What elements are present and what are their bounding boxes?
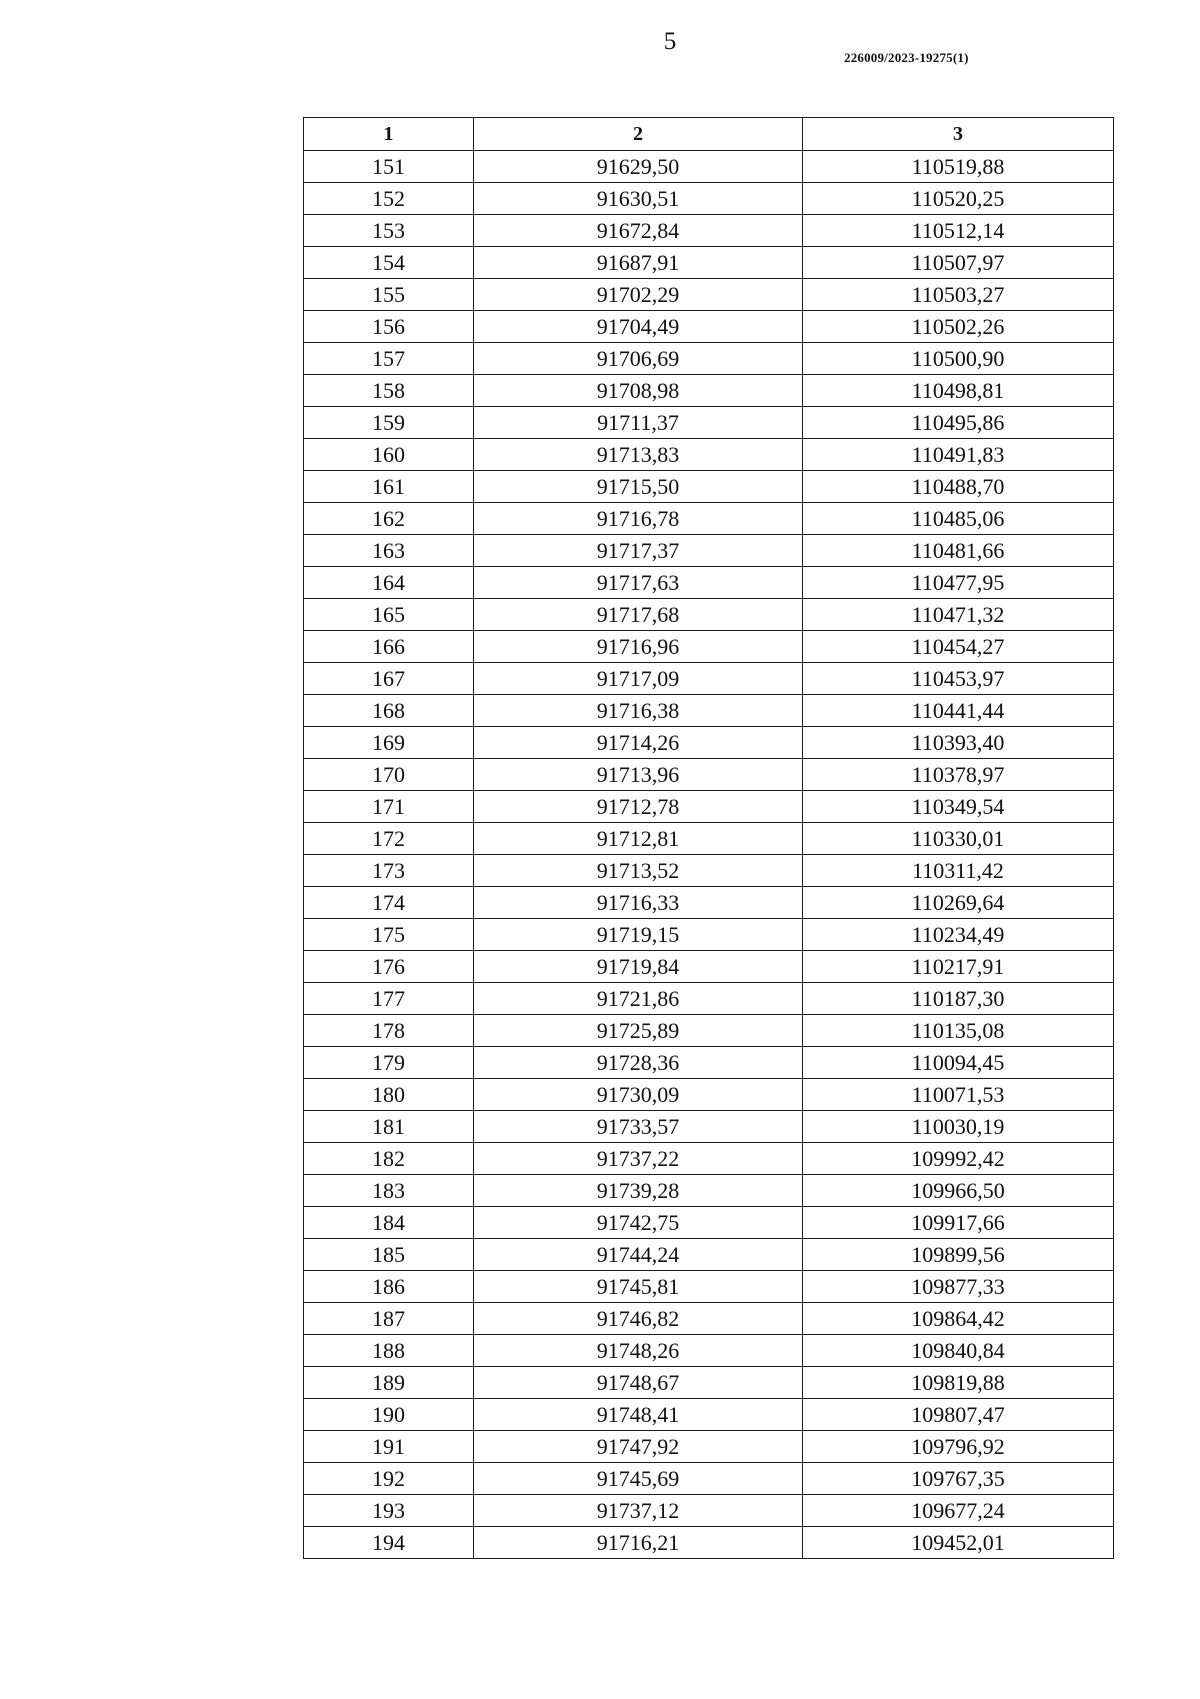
coordinate-x-cell: 91728,36 — [474, 1047, 803, 1079]
table-row — [304, 599, 1114, 631]
table-row — [304, 1367, 1114, 1399]
coordinate-y-cell: 110502,26 — [803, 311, 1114, 343]
coordinate-x-cell: 91748,67 — [474, 1367, 803, 1399]
coordinate-x-cell: 91712,81 — [474, 823, 803, 855]
coordinate-x-cell: 91717,63 — [474, 567, 803, 599]
coordinate-y-cell: 110512,14 — [803, 215, 1114, 247]
table-row — [304, 567, 1114, 599]
coordinate-y-cell: 110453,97 — [803, 663, 1114, 695]
point-number-cell: 178 — [304, 1015, 474, 1047]
coordinate-x-cell: 91708,98 — [474, 375, 803, 407]
coordinate-x-cell: 91702,29 — [474, 279, 803, 311]
coordinate-x-cell: 91739,28 — [474, 1175, 803, 1207]
coordinate-x-cell: 91748,26 — [474, 1335, 803, 1367]
point-number-cell: 165 — [304, 599, 474, 631]
coordinate-y-cell: 110187,30 — [803, 983, 1114, 1015]
point-number-cell: 159 — [304, 407, 474, 439]
coordinates-table — [303, 117, 1114, 1559]
coordinate-y-cell: 110519,88 — [803, 151, 1114, 183]
coordinate-y-cell: 109992,42 — [803, 1143, 1114, 1175]
table-row — [304, 471, 1114, 503]
table-row — [304, 951, 1114, 983]
table-header-row — [304, 118, 1114, 151]
coordinate-y-cell: 110520,25 — [803, 183, 1114, 215]
table-row — [304, 535, 1114, 567]
coordinate-x-cell: 91721,86 — [474, 983, 803, 1015]
coordinate-y-cell: 109966,50 — [803, 1175, 1114, 1207]
coordinate-y-cell: 109840,84 — [803, 1335, 1114, 1367]
table-row — [304, 343, 1114, 375]
coordinate-x-cell: 91746,82 — [474, 1303, 803, 1335]
coordinate-x-cell: 91716,96 — [474, 631, 803, 663]
coordinate-y-cell: 109796,92 — [803, 1431, 1114, 1463]
coordinate-x-cell: 91715,50 — [474, 471, 803, 503]
coordinate-y-cell: 110495,86 — [803, 407, 1114, 439]
point-number-cell: 167 — [304, 663, 474, 695]
point-number-cell: 171 — [304, 791, 474, 823]
table-row — [304, 727, 1114, 759]
coordinate-x-cell: 91737,22 — [474, 1143, 803, 1175]
coordinate-x-cell: 91716,33 — [474, 887, 803, 919]
point-number-cell: 170 — [304, 759, 474, 791]
point-number-cell: 164 — [304, 567, 474, 599]
point-number-cell: 153 — [304, 215, 474, 247]
table-row — [304, 1527, 1114, 1559]
column-header-3: 3 — [803, 118, 1114, 151]
table-row — [304, 1463, 1114, 1495]
table-row — [304, 1495, 1114, 1527]
table-row — [304, 983, 1114, 1015]
coordinate-y-cell: 110503,27 — [803, 279, 1114, 311]
point-number-cell: 194 — [304, 1527, 474, 1559]
coordinate-x-cell: 91719,84 — [474, 951, 803, 983]
point-number-cell: 155 — [304, 279, 474, 311]
table-row — [304, 247, 1114, 279]
coordinate-y-cell: 110071,53 — [803, 1079, 1114, 1111]
coordinate-y-cell: 110454,27 — [803, 631, 1114, 663]
coordinate-y-cell: 109819,88 — [803, 1367, 1114, 1399]
column-header-2: 2 — [474, 118, 803, 151]
coordinate-y-cell: 110217,91 — [803, 951, 1114, 983]
table-row — [304, 887, 1114, 919]
coordinate-y-cell: 110481,66 — [803, 535, 1114, 567]
table-row — [304, 439, 1114, 471]
table-row — [304, 279, 1114, 311]
page-number: 5 — [663, 28, 677, 55]
coordinate-x-cell: 91672,84 — [474, 215, 803, 247]
coordinate-x-cell: 91711,37 — [474, 407, 803, 439]
coordinate-x-cell: 91737,12 — [474, 1495, 803, 1527]
point-number-cell: 193 — [304, 1495, 474, 1527]
coordinate-y-cell: 109877,33 — [803, 1271, 1114, 1303]
coordinate-x-cell: 91704,49 — [474, 311, 803, 343]
coordinate-y-cell: 110378,97 — [803, 759, 1114, 791]
table-row — [304, 311, 1114, 343]
table-row — [304, 855, 1114, 887]
coordinate-y-cell: 110393,40 — [803, 727, 1114, 759]
table-row — [304, 1207, 1114, 1239]
coordinate-y-cell: 109917,66 — [803, 1207, 1114, 1239]
coordinate-x-cell: 91745,81 — [474, 1271, 803, 1303]
coordinate-y-cell: 110269,64 — [803, 887, 1114, 919]
table-row — [304, 375, 1114, 407]
coordinate-y-cell: 110330,01 — [803, 823, 1114, 855]
table-row — [304, 151, 1114, 183]
column-header-1: 1 — [304, 118, 474, 151]
table-row — [304, 1015, 1114, 1047]
coordinate-y-cell: 110030,19 — [803, 1111, 1114, 1143]
table-row — [304, 1111, 1114, 1143]
coordinate-y-cell: 110311,42 — [803, 855, 1114, 887]
point-number-cell: 169 — [304, 727, 474, 759]
table-row — [304, 1079, 1114, 1111]
coordinate-y-cell: 109452,01 — [803, 1527, 1114, 1559]
coordinate-y-cell: 110477,95 — [803, 567, 1114, 599]
coordinate-y-cell: 110507,97 — [803, 247, 1114, 279]
coordinate-x-cell: 91725,89 — [474, 1015, 803, 1047]
point-number-cell: 186 — [304, 1271, 474, 1303]
coordinate-y-cell: 109807,47 — [803, 1399, 1114, 1431]
table-row — [304, 791, 1114, 823]
point-number-cell: 162 — [304, 503, 474, 535]
coordinate-x-cell: 91717,09 — [474, 663, 803, 695]
point-number-cell: 184 — [304, 1207, 474, 1239]
point-number-cell: 154 — [304, 247, 474, 279]
table-row — [304, 1335, 1114, 1367]
coordinate-x-cell: 91716,78 — [474, 503, 803, 535]
table-row — [304, 1303, 1114, 1335]
point-number-cell: 152 — [304, 183, 474, 215]
point-number-cell: 182 — [304, 1143, 474, 1175]
point-number-cell: 190 — [304, 1399, 474, 1431]
coordinate-x-cell: 91629,50 — [474, 151, 803, 183]
point-number-cell: 168 — [304, 695, 474, 727]
point-number-cell: 163 — [304, 535, 474, 567]
point-number-cell: 175 — [304, 919, 474, 951]
table-row — [304, 663, 1114, 695]
coordinate-x-cell: 91716,21 — [474, 1527, 803, 1559]
point-number-cell: 185 — [304, 1239, 474, 1271]
point-number-cell: 176 — [304, 951, 474, 983]
coordinate-y-cell: 110094,45 — [803, 1047, 1114, 1079]
point-number-cell: 173 — [304, 855, 474, 887]
point-number-cell: 187 — [304, 1303, 474, 1335]
coordinate-y-cell: 109864,42 — [803, 1303, 1114, 1335]
coordinate-x-cell: 91714,26 — [474, 727, 803, 759]
point-number-cell: 158 — [304, 375, 474, 407]
point-number-cell: 177 — [304, 983, 474, 1015]
coordinate-y-cell: 110498,81 — [803, 375, 1114, 407]
table-row — [304, 631, 1114, 663]
coordinate-y-cell: 110485,06 — [803, 503, 1114, 535]
table-row — [304, 1239, 1114, 1271]
point-number-cell: 180 — [304, 1079, 474, 1111]
coordinate-x-cell: 91748,41 — [474, 1399, 803, 1431]
coordinate-y-cell: 110488,70 — [803, 471, 1114, 503]
coordinate-x-cell: 91744,24 — [474, 1239, 803, 1271]
coordinate-x-cell: 91713,96 — [474, 759, 803, 791]
coordinate-x-cell: 91730,09 — [474, 1079, 803, 1111]
table-body — [304, 151, 1114, 1559]
point-number-cell: 174 — [304, 887, 474, 919]
coordinate-x-cell: 91712,78 — [474, 791, 803, 823]
coordinate-y-cell: 110471,32 — [803, 599, 1114, 631]
table-row — [304, 919, 1114, 951]
coordinate-x-cell: 91717,37 — [474, 535, 803, 567]
point-number-cell: 160 — [304, 439, 474, 471]
table-row — [304, 407, 1114, 439]
coordinate-y-cell: 109767,35 — [803, 1463, 1114, 1495]
table-row — [304, 1143, 1114, 1175]
coordinate-y-cell: 109899,56 — [803, 1239, 1114, 1271]
coordinate-x-cell: 91747,92 — [474, 1431, 803, 1463]
point-number-cell: 181 — [304, 1111, 474, 1143]
table-row — [304, 503, 1114, 535]
coordinate-x-cell: 91733,57 — [474, 1111, 803, 1143]
coordinate-y-cell: 110234,49 — [803, 919, 1114, 951]
coordinate-x-cell: 91706,69 — [474, 343, 803, 375]
point-number-cell: 191 — [304, 1431, 474, 1463]
coordinate-y-cell: 109677,24 — [803, 1495, 1114, 1527]
table-row — [304, 1431, 1114, 1463]
point-number-cell: 161 — [304, 471, 474, 503]
point-number-cell: 183 — [304, 1175, 474, 1207]
coordinate-y-cell: 110135,08 — [803, 1015, 1114, 1047]
coordinate-y-cell: 110441,44 — [803, 695, 1114, 727]
coordinate-x-cell: 91713,83 — [474, 439, 803, 471]
point-number-cell: 156 — [304, 311, 474, 343]
point-number-cell: 179 — [304, 1047, 474, 1079]
table-row — [304, 695, 1114, 727]
coordinate-x-cell: 91742,75 — [474, 1207, 803, 1239]
coordinate-y-cell: 110500,90 — [803, 343, 1114, 375]
coordinate-x-cell: 91716,38 — [474, 695, 803, 727]
point-number-cell: 151 — [304, 151, 474, 183]
table-row — [304, 1175, 1114, 1207]
point-number-cell: 157 — [304, 343, 474, 375]
point-number-cell: 192 — [304, 1463, 474, 1495]
coordinate-x-cell: 91630,51 — [474, 183, 803, 215]
table-row — [304, 215, 1114, 247]
table-row — [304, 1271, 1114, 1303]
document-reference: 226009/2023-19275(1) — [844, 50, 969, 65]
table-row — [304, 1047, 1114, 1079]
table-row — [304, 183, 1114, 215]
point-number-cell: 166 — [304, 631, 474, 663]
coordinate-x-cell: 91687,91 — [474, 247, 803, 279]
point-number-cell: 188 — [304, 1335, 474, 1367]
coordinate-x-cell: 91713,52 — [474, 855, 803, 887]
point-number-cell: 189 — [304, 1367, 474, 1399]
coordinate-y-cell: 110491,83 — [803, 439, 1114, 471]
point-number-cell: 172 — [304, 823, 474, 855]
coordinate-x-cell: 91717,68 — [474, 599, 803, 631]
coordinate-x-cell: 91745,69 — [474, 1463, 803, 1495]
coordinate-x-cell: 91719,15 — [474, 919, 803, 951]
table-row — [304, 1399, 1114, 1431]
table-row — [304, 759, 1114, 791]
coordinate-y-cell: 110349,54 — [803, 791, 1114, 823]
table-row — [304, 823, 1114, 855]
